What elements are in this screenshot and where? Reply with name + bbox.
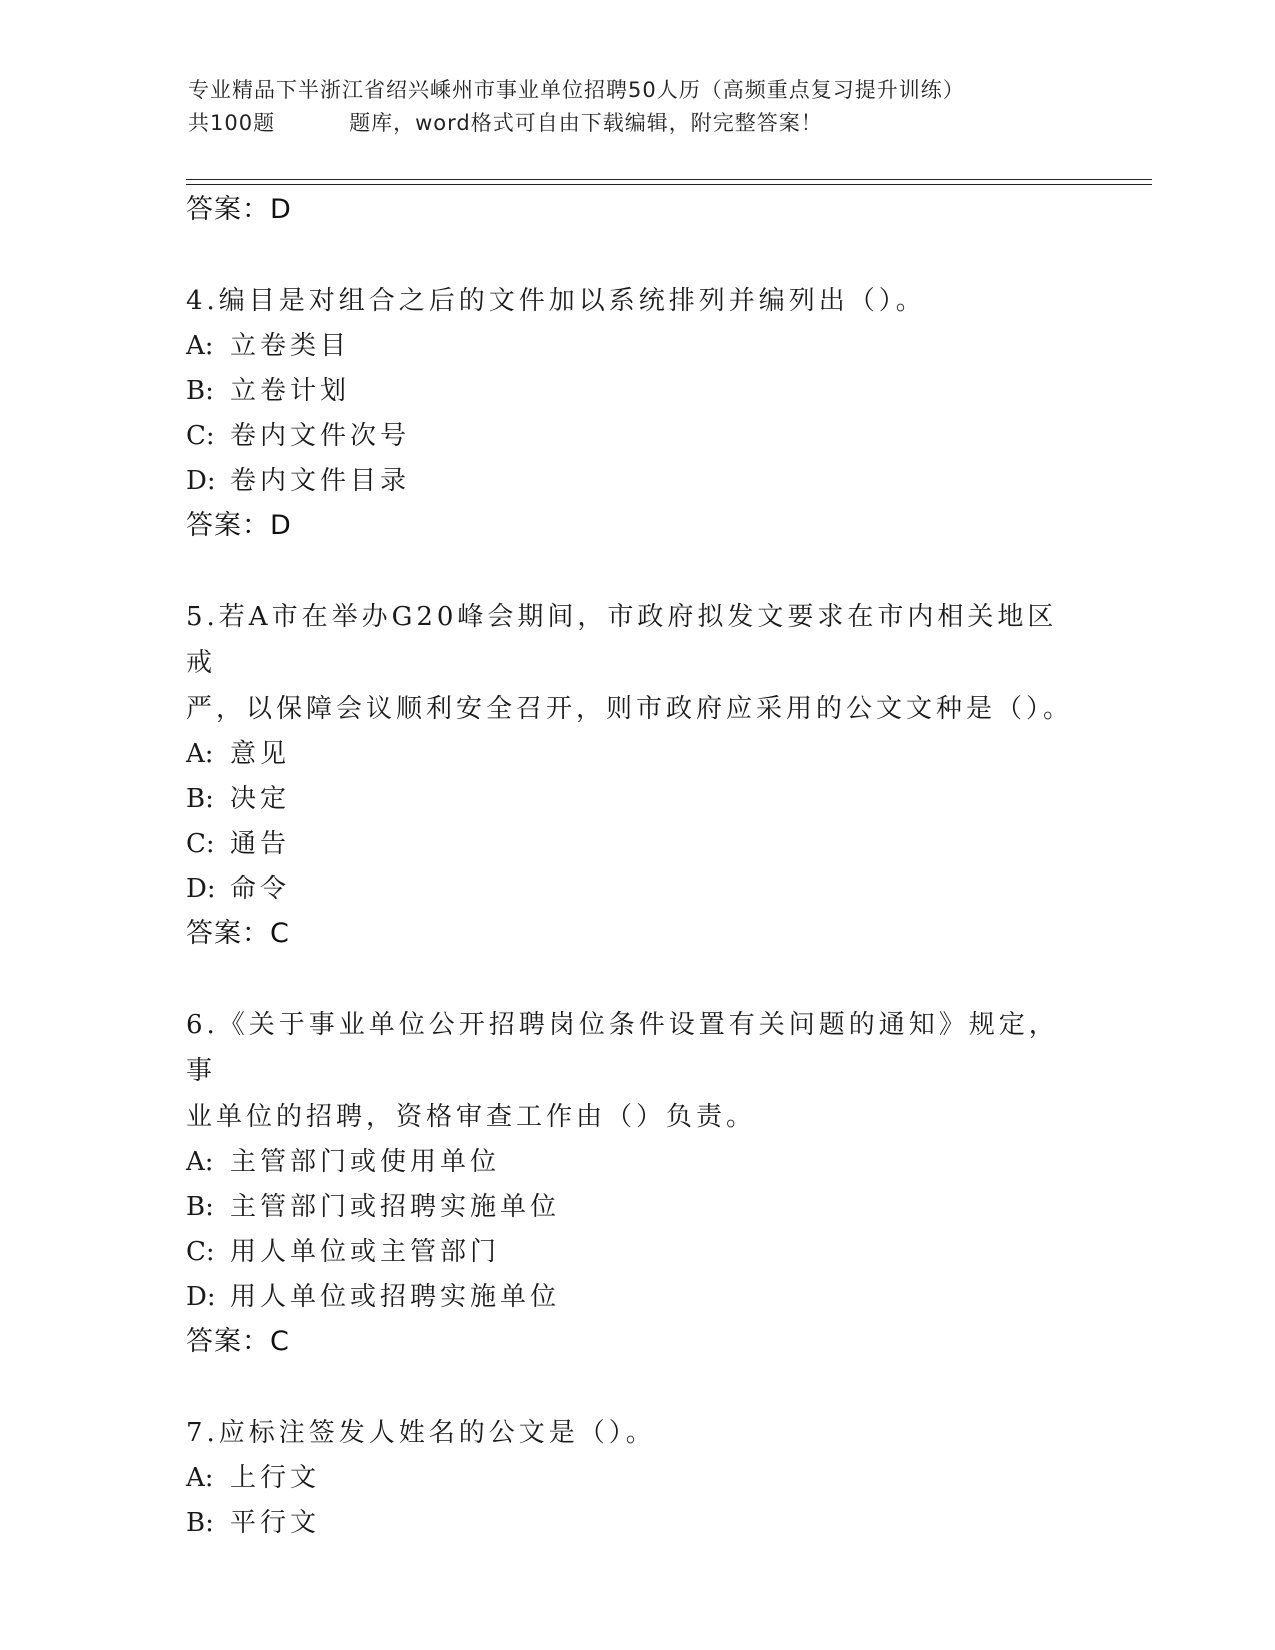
question-7: [186, 1410, 1086, 1546]
option-label: D:: [186, 466, 216, 496]
question-5: [186, 594, 1086, 956]
option-text: 意见: [230, 739, 291, 769]
option-label: A:: [186, 1463, 214, 1493]
option-label: D:: [186, 1282, 216, 1312]
header-description: 题库，word格式可自由下载编辑，附完整答案！: [349, 111, 823, 135]
answer: 答案：D: [186, 510, 292, 541]
option-text: 用人单位或招聘实施单位: [230, 1282, 561, 1312]
header-title: 专业精品下半浙江省绍兴嵊州市事业单位招聘50人历（高频重点复习提升训练）: [188, 78, 965, 102]
page-header: [188, 74, 1088, 140]
option-label: A:: [186, 331, 214, 361]
option-text: 立卷计划: [230, 376, 351, 406]
option-label: C:: [186, 421, 215, 451]
option-label: B:: [186, 1508, 214, 1538]
question-text-line-2: 严，以保障会议顺利安全召开，则市政府应采用的公文文种是（）。: [186, 694, 1074, 724]
option-a: [186, 324, 1086, 369]
option-label: D:: [186, 874, 216, 904]
answer: 答案：C: [186, 1326, 290, 1357]
option-a: [186, 732, 1086, 777]
option-label: A:: [186, 1147, 214, 1177]
question-text: 7.应标注签发人姓名的公文是（）。: [186, 1418, 656, 1448]
option-label: C:: [186, 829, 215, 859]
option-label: C:: [186, 1237, 215, 1267]
question-text: 4.编目是对组合之后的文件加以系统排列并编列出（）。: [186, 286, 926, 316]
option-text: 命令: [230, 874, 291, 904]
option-text: 主管部门或招聘实施单位: [230, 1192, 561, 1222]
option-b: [186, 369, 1086, 414]
header-divider-bottom: [186, 184, 1152, 185]
option-text: 上行文: [230, 1463, 321, 1493]
option-d: [186, 1275, 1086, 1320]
option-text: 平行文: [230, 1508, 321, 1538]
option-text: 立卷类目: [230, 331, 351, 361]
option-c: [186, 822, 1086, 867]
option-text: 通告: [230, 829, 291, 859]
header-subtitle: [188, 107, 1088, 140]
option-text: 卷内文件目录: [230, 466, 411, 496]
question-list: [186, 188, 1086, 1546]
question-text-line-1: 6.《关于事业单位公开招聘岗位条件设置有关问题的通知》规定，事: [186, 1010, 1059, 1086]
option-text: 卷内文件次号: [230, 421, 411, 451]
option-b: [186, 1185, 1086, 1230]
question-text-line-2: 业单位的招聘，资格审查工作由（）负责。: [186, 1102, 757, 1132]
header-question-count: 共100题: [188, 111, 276, 135]
option-label: B:: [186, 1192, 214, 1222]
option-text: 用人单位或主管部门: [230, 1237, 501, 1267]
option-label: B:: [186, 376, 214, 406]
option-c: [186, 1230, 1086, 1275]
option-b: [186, 777, 1086, 822]
option-d: [186, 867, 1086, 912]
question-text-line-1: 5.若A市在举办G20峰会期间，市政府拟发文要求在市内相关地区戒: [186, 602, 1058, 678]
option-d: [186, 459, 1086, 504]
question-4: [186, 278, 1086, 548]
option-b: [186, 1501, 1086, 1546]
question-6: [186, 1002, 1086, 1364]
option-text: 决定: [230, 784, 291, 814]
option-a: [186, 1140, 1086, 1185]
option-a: [186, 1456, 1086, 1501]
option-text: 主管部门或使用单位: [230, 1147, 501, 1177]
answer: 答案：C: [186, 918, 290, 949]
previous-answer: 答案：D: [186, 194, 292, 225]
header-divider-top: [186, 179, 1152, 180]
option-label: B:: [186, 784, 214, 814]
option-c: [186, 414, 1086, 459]
option-label: A:: [186, 739, 214, 769]
